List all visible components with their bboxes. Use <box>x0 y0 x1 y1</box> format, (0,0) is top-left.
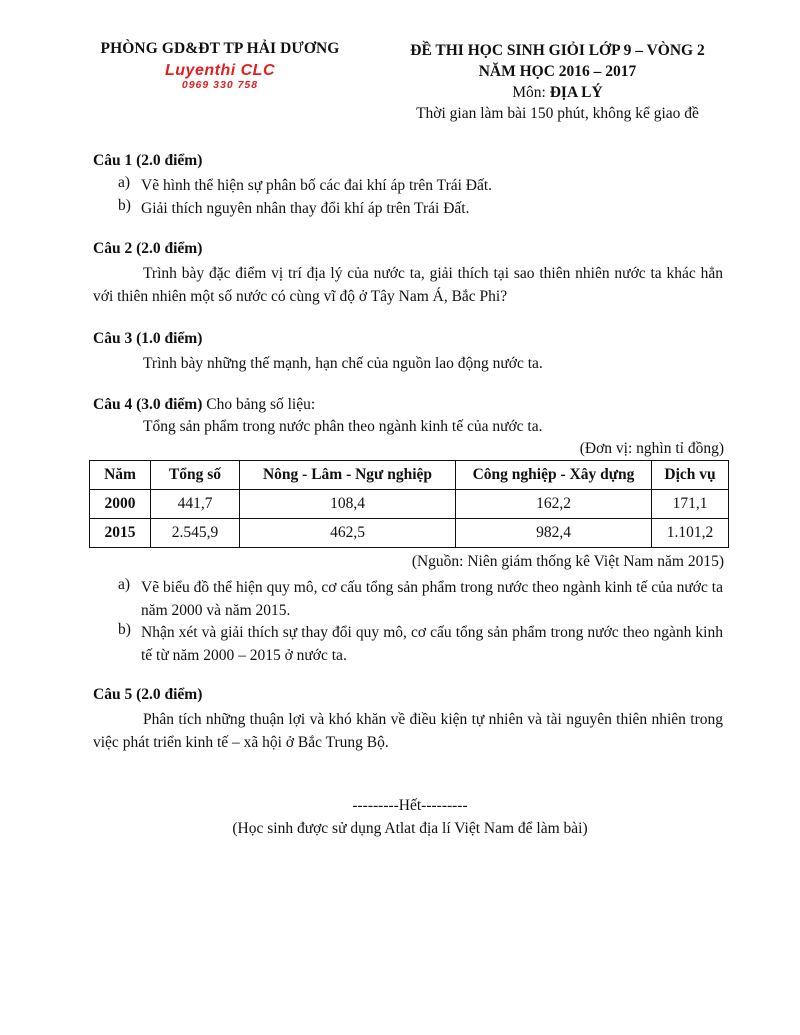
question-4-title: Câu 4 (3.0 điểm) <box>93 396 203 413</box>
question-1-item-a <box>118 174 723 197</box>
question-2-title: Câu 2 (2.0 điểm) <box>93 240 203 257</box>
col-header-year: Năm <box>90 461 151 490</box>
school-year: NĂM HỌC 2016 – 2017 <box>478 63 637 80</box>
question-1-title: Câu 1 (2.0 điểm) <box>93 152 203 169</box>
header-right <box>395 40 720 124</box>
col-header-services: Dịch vụ <box>652 461 729 490</box>
brand-logo-text: Luyenthi CLC <box>165 62 275 79</box>
col-header-total: Tổng số <box>151 461 240 490</box>
question-3-title: Câu 3 (1.0 điểm) <box>93 330 203 347</box>
col-header-agriculture: Nông - Lâm - Ngư nghiệp <box>240 461 456 490</box>
item-label: a) <box>118 174 131 191</box>
subject-line <box>395 82 720 103</box>
cell-industry: 162,2 <box>456 490 652 519</box>
table-caption: Tổng sản phẩm trong nước phân theo ngành kinh tế của nước ta. <box>143 418 543 435</box>
question-4-heading <box>93 396 315 414</box>
table-source: (Nguồn: Niên giám thống kê Việt Nam năm 2015) <box>411 553 724 570</box>
question-3-body: Trình bày những thế mạnh, hạn chế của nguồn lao động nước ta. <box>143 355 543 372</box>
question-4-intro: Cho bảng số liệu: <box>202 396 316 413</box>
item-text: Vẽ biểu đồ thể hiện quy mô, cơ cấu tổng sản phẩm trong nước theo ngành kinh tế của nước ta năm 2000 và năm 2015. <box>141 579 723 619</box>
item-label: b) <box>118 197 131 214</box>
exam-duration: Thời gian làm bài 150 phút, không kể giao đề <box>416 105 699 122</box>
cell-year: 2015 <box>90 519 151 548</box>
end-marker: ---------Hết--------- <box>352 797 468 814</box>
table-row <box>90 519 729 548</box>
item-label: a) <box>118 576 131 593</box>
question-2-body: Trình bày đặc điểm vị trí địa lý của nước ta, giải thích tại sao thiên nhiên nước ta khác hẳn với thiên nhiên một số nước có cùng vĩ độ ở Tây Nam Á, Bắc Phi? <box>93 265 723 305</box>
cell-agriculture: 462,5 <box>240 519 456 548</box>
item-text: Giải thích nguyên nhân thay đổi khí áp trên Trái Đất. <box>141 200 470 217</box>
item-label: b) <box>118 621 131 638</box>
cell-total: 441,7 <box>151 490 240 519</box>
header-left <box>70 40 370 91</box>
subject-label: Môn: <box>512 84 550 101</box>
table-row <box>90 490 729 519</box>
question-1-item-b <box>118 197 723 220</box>
cell-agriculture: 108,4 <box>240 490 456 519</box>
item-text: Vẽ hình thể hiện sự phân bố các đai khí áp trên Trái Đất. <box>141 177 493 194</box>
footer-note: (Học sinh được sử dụng Atlat địa lí Việt Nam để làm bài) <box>232 820 588 837</box>
table-header-row <box>90 461 729 490</box>
cell-total: 2.545,9 <box>151 519 240 548</box>
cell-industry: 982,4 <box>456 519 652 548</box>
brand-phone: 0969 330 758 <box>181 79 259 91</box>
col-header-industry: Công nghiệp - Xây dựng <box>456 461 652 490</box>
question-5-body: Phân tích những thuận lợi và khó khăn về điều kiện tự nhiên và tài nguyên thiên nhiên trong việc phát triển kinh tế – xã hội ở Bắc Trung Bộ. <box>93 711 723 751</box>
cell-year: 2000 <box>90 490 151 519</box>
exam-title: ĐỀ THI HỌC SINH GIỎI LỚP 9 – VÒNG 2 <box>410 42 705 59</box>
data-table <box>89 460 729 548</box>
question-4-item-a <box>118 576 723 622</box>
department-name: PHÒNG GD&ĐT TP HẢI DƯƠNG <box>100 40 340 57</box>
question-5-title: Câu 5 (2.0 điểm) <box>93 686 203 703</box>
cell-services: 1.101,2 <box>652 519 729 548</box>
question-4-item-b <box>118 621 723 667</box>
item-text: Nhận xét và giải thích sự thay đổi quy mô, cơ cấu tổng sản phẩm trong nước theo ngành kinh tế từ năm 2000 – 2015 ở nước ta. <box>141 624 723 664</box>
table-unit: (Đơn vị: nghìn tỉ đồng) <box>579 440 724 457</box>
cell-services: 171,1 <box>652 490 729 519</box>
subject-name: ĐỊA LÝ <box>549 84 603 101</box>
